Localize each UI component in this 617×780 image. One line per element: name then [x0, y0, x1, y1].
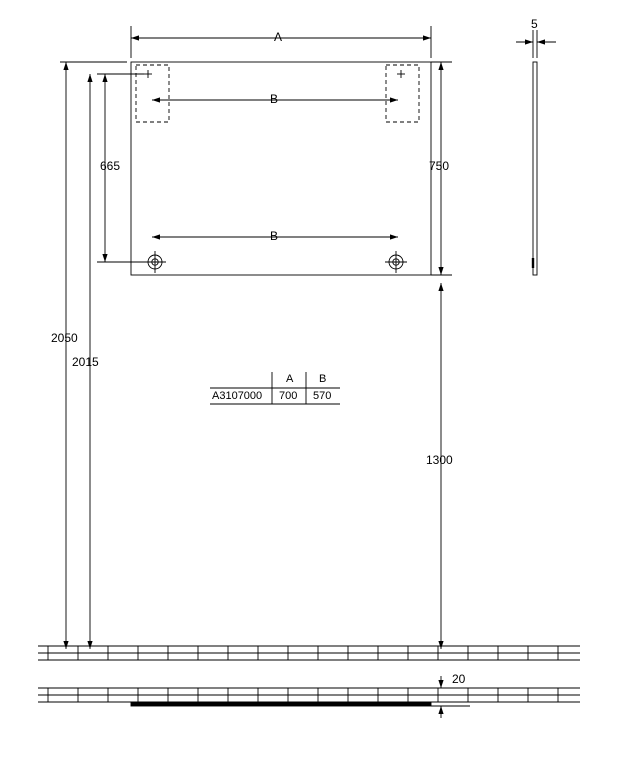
- label-dim-a: A: [274, 30, 283, 44]
- label-dim-b-bottom: B: [270, 229, 279, 243]
- table-row-code: A3107000: [212, 390, 263, 402]
- table-header-a: A: [286, 373, 294, 385]
- label-dim-1300: 1300: [426, 453, 453, 467]
- label-dim-665: 665: [100, 159, 121, 173]
- side-view-panel: [533, 62, 537, 275]
- table-row-a-value: 700: [279, 390, 298, 402]
- label-dim-20: 20: [452, 672, 466, 686]
- plan-view-mirror-footprint: [131, 702, 431, 706]
- table-row-b-value: 570: [313, 390, 332, 402]
- label-dim-2050: 2050: [51, 331, 78, 345]
- label-dim-2015: 2015: [72, 355, 99, 369]
- table-header-b: B: [319, 373, 327, 385]
- mirror-panel-outline: [131, 62, 431, 275]
- label-dim-b-top: B: [270, 92, 279, 106]
- label-dim-5: 5: [531, 17, 538, 31]
- label-dim-750: 750: [429, 159, 450, 173]
